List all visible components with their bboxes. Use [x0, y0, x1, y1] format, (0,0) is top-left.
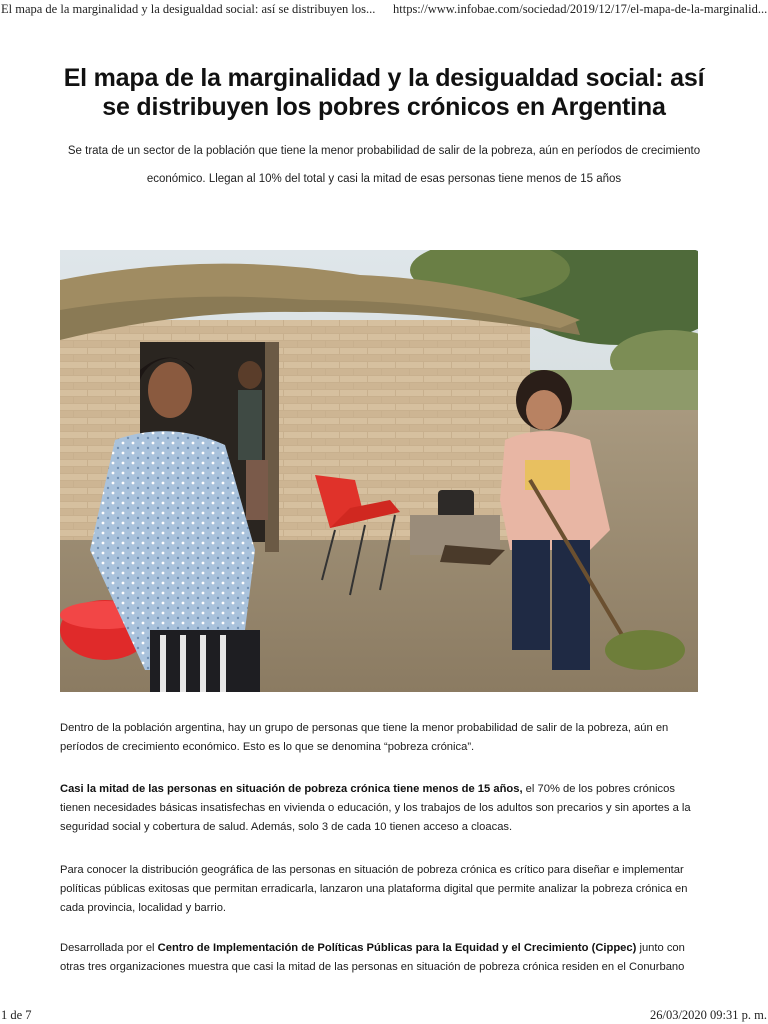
- page-counter: 1 de 7: [1, 1008, 32, 1022]
- paragraph-intro: Dentro de la población argentina, hay un grupo de personas que tiene la menor probabilidad de salir de la pobreza, aún en períodos de crecimiento económico. Esto es lo que se denomina “pobreza crónica”.: [60, 722, 669, 753]
- print-page-url: https://www.infobae.com/sociedad/2019/12/17/el-mapa-de-la-marginalid...: [393, 2, 768, 16]
- article-headline: [40, 64, 728, 122]
- cippec-name: Centro de Implementación de Políticas Públicas para la Equidad y el Crecimiento (Cippec): [157, 942, 637, 954]
- paragraph-statistics: [60, 780, 700, 837]
- paragraph-cippec-rest: junto con otras tres organizaciones muestra que casi la mitad de las personas en situación de pobreza crónica residen en el Conurbano: [60, 942, 685, 973]
- print-footer: [0, 1008, 768, 1024]
- print-page-title: El mapa de la marginalidad y la desigualdad social: así se distribuyen los...: [1, 2, 376, 16]
- subhead-line-1: Se trata de un sector de la población que tiene la menor probabilidad de salir de la pobreza, aún en períodos de crecimiento: [67, 145, 701, 157]
- paragraph-statistics-rest: el 70% de los pobres crónicos tienen necesidades básicas insatisfechas en vivienda o educación, y los trabajos de los adultos son precarios y sin aportes a la seguridad social y cobertura de salud. Además, solo 3 de cada 10 tienen acceso a cloacas.: [60, 783, 691, 833]
- paragraph-cippec: [60, 939, 700, 977]
- print-datetime: 26/03/2020 09:31 p. m.: [649, 1008, 767, 1022]
- paragraph-statistics-bold: Casi la mitad de las personas en situación de pobreza crónica tiene menos de 15 años,: [60, 783, 523, 795]
- print-header: [0, 0, 768, 20]
- article-photo: [60, 250, 698, 692]
- paragraph-platform: Para conocer la distribución geográfica de las personas en situación de pobreza crónica es crítico para diseñar e implementar políticas públicas exitosas que permitan erradicarla, lanzaron una plataforma digital que permite analizar la pobreza crónica en cada provincia, localidad y barrio.: [60, 864, 688, 914]
- article-subhead: [40, 137, 728, 193]
- subhead-line-2: económico. Llegan al 10% del total y casi la mitad de esas personas tiene menos de 15 años: [146, 173, 622, 185]
- paragraph-cippec-start: Desarrollada por el: [60, 942, 158, 954]
- headline-line-1: El mapa de la marginalidad y la desigualdad social: así: [63, 64, 705, 92]
- headline-line-2: se distribuyen los pobres crónicos en Argentina: [102, 93, 666, 121]
